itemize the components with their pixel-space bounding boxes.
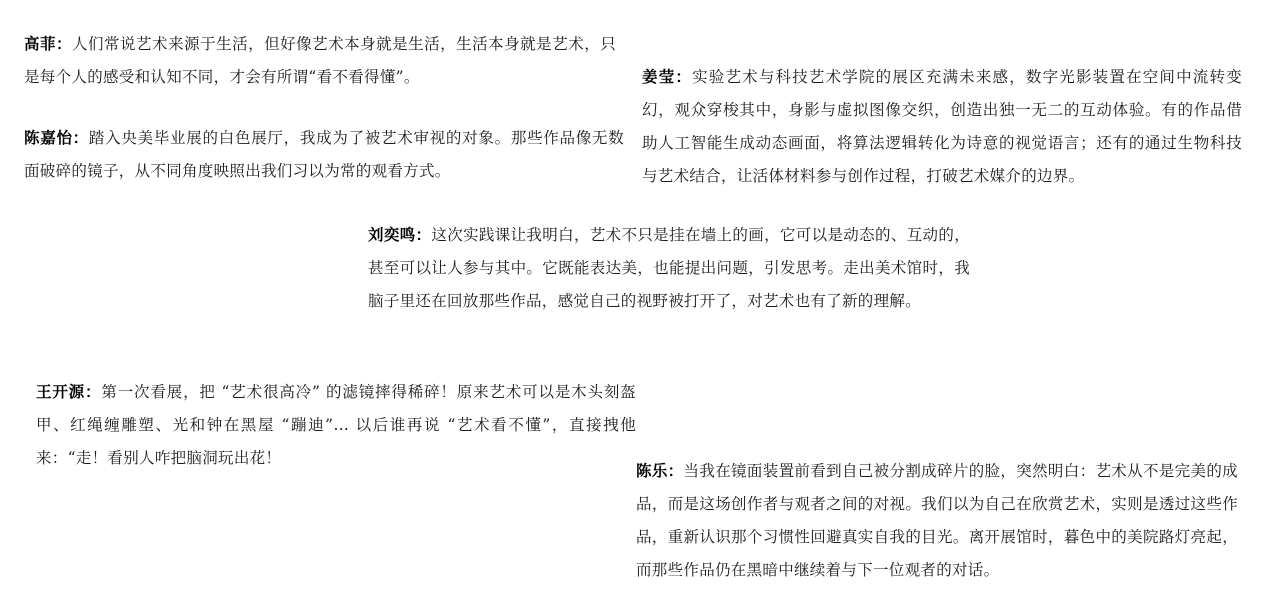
- quote-text: 人们常说艺术来源于生活，但好像艺术本身就是生活，生活本身就是艺术，只是每个人的感受和认知不同，才会有所谓“看不看得懂”。: [24, 35, 617, 86]
- quote-text: 当我在镜面装置前看到自己被分割成碎片的脸，突然明白：艺术从不是完美的成品，而是这场创作者与观者之间的对视。我们以为自己在欣赏艺术，实则是透过这些作品，重新认识那个习惯性回避真实自我的目光。离开展馆时，暮色中的美院路灯亮起，而那些作品仍在黑暗中继续着与下一位观者的对话。: [636, 462, 1238, 579]
- quote-wangkaiyuan: [36, 375, 636, 475]
- quote-text: 实验艺术与科技艺术学院的展区充满未来感，数字光影装置在空间中流转变幻，观众穿梭其中，身影与虚拟图像交织，创造出独一无二的互动体验。有的作品借助人工智能生成动态画面，将算法逻辑转化为诗意的视觉语言；还有的通过生物科技与艺术结合，让活体材料参与创作过程，打破艺术媒介的边界。: [642, 68, 1242, 185]
- speaker-name: 陈乐：: [636, 461, 684, 480]
- speaker-name: 高菲：: [24, 34, 73, 53]
- quote-text: 这次实践课让我明白，艺术不只是挂在墙上的画，它可以是动态的、互动的，甚至可以让人参与其中。它既能表达美，也能提出问题，引发思考。走出美术馆时，我脑子里还在回放那些作品，感觉自己的视野被打开了，对艺术也有了新的理解。: [368, 226, 970, 310]
- quote-liuyiming: [368, 218, 970, 318]
- speaker-name: 陈嘉怡：: [24, 128, 89, 147]
- quote-gaofei: [24, 27, 616, 94]
- quote-jiangying: [642, 60, 1242, 193]
- speaker-name: 刘奕鸣：: [368, 225, 432, 244]
- speaker-name: 姜莹：: [642, 67, 693, 86]
- quote-chenle: [636, 454, 1238, 587]
- quote-text: 第一次看展，把 “艺术很高冷” 的滤镜摔得稀碎！原来艺术可以是木头刻盔甲、红绳缠雕塑、光和钟在黑屋 “蹦迪”… 以后谁再说 “艺术看不懂”，直接拽他来：“走！看别人咋把脑洞玩出花！: [36, 383, 636, 467]
- speaker-name: 王开源：: [36, 382, 102, 401]
- quote-chenjiayi: [24, 121, 624, 188]
- quote-text: 踏入央美毕业展的白色展厅，我成为了被艺术审视的对象。那些作品像无数面破碎的镜子，从不同角度映照出我们习以为常的观看方式。: [24, 129, 625, 180]
